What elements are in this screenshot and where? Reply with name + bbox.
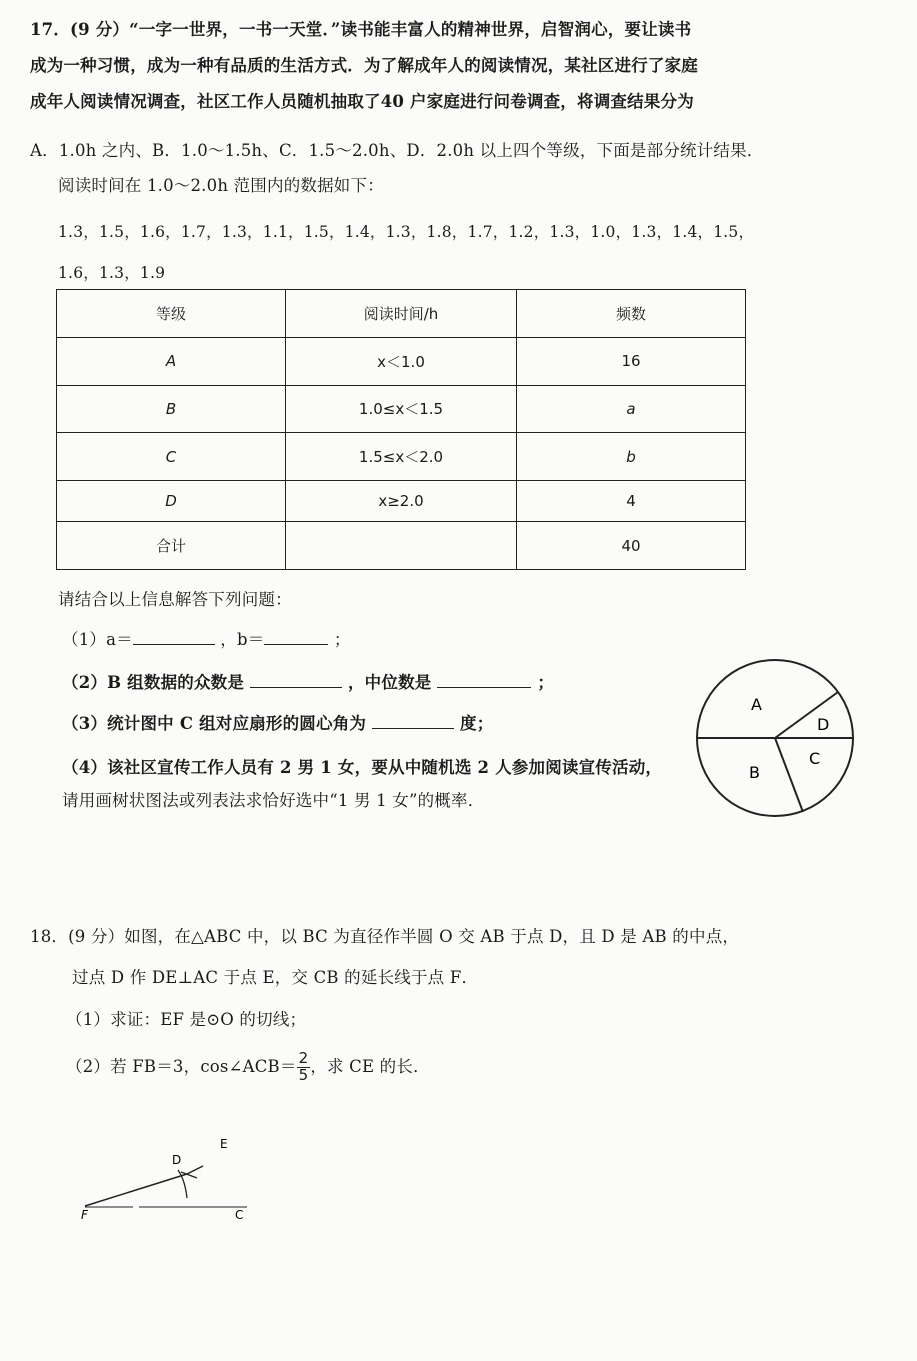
geometry-figure [75,1130,265,1225]
table-total-row [57,522,746,570]
sub1-b-label: ，b＝ [220,630,265,649]
fraction-denominator: 5 [298,1065,309,1084]
point-label-e: E [220,1137,228,1151]
q17-sub4-line1: （4）该社区宣传工作人员有 2 男 1 女，要从中随机选 2 人参加阅读宣传活动， [62,758,663,777]
table-header: 频数 [517,290,746,338]
table-cell: 40 [517,522,746,570]
q17-line3: 成年人阅读情况调查，社区工作人员随机抽取了40 户家庭进行问卷调查，将调查结果分为 [30,92,694,111]
frequency-table [56,289,746,570]
sub2-end: ； [537,673,555,692]
pie-label-b: B [749,763,760,782]
sub3-b-label: 度； [460,714,494,733]
answer-blank-median[interactable] [437,673,531,688]
table-cell [286,522,517,570]
table-cell: x≥2.0 [286,481,517,522]
table-cell: x＜1.0 [286,337,517,385]
answer-blank-mode[interactable] [250,673,342,688]
q17-sub1 [62,626,351,650]
pie-chart [695,660,860,815]
table-cell: A [57,337,286,385]
answer-blank-b[interactable] [264,630,328,645]
sub2-text-b: ，求 CE 的长． [310,1056,430,1076]
table-cell: B [57,385,286,433]
q17-sub4-line2: 请用画树状图法或列表法求恰好选中“1 男 1 女”的概率． [62,791,485,810]
answer-blank-angle[interactable] [372,714,454,729]
point-label-f: F [81,1208,88,1222]
sub3-a-label: （3）统计图中 C 组对应扇形的圆心角为 [62,714,367,733]
sub2-text-a: （2）若 FB＝3，cos∠ACB＝ [66,1056,297,1076]
pie-label-c: C [809,749,821,768]
q17-line2: 成为一种习惯，成为一种有品质的生活方式．为了解成年人的阅读情况，某社区进行了家庭 [30,56,698,75]
line-de [187,1166,203,1174]
table-cell: 16 [517,337,746,385]
q17-line1: 17．(9 分）“一字一世界，一书一天堂．”读书能丰富人的精神世界，启智润心，要让读书 [30,20,692,39]
table-header: 阅读时间/h [286,290,517,338]
q18-line1: 18．(9 分）如图，在△ABC 中，以 BC 为直径作半圆 O 交 AB 于点 D，且 D 是 AB 的中点， [30,927,740,946]
table-cell: a [517,385,746,433]
table-header-row [57,290,746,338]
point-label-d: D [172,1153,182,1167]
table-cell: b [517,433,746,481]
table-row [57,385,746,433]
answer-blank-a[interactable] [133,630,215,645]
q17-sub2 [62,669,554,693]
sub1-a-label: （1）a＝ [62,630,133,649]
table-row [57,481,746,522]
fraction-numerator: 2 [298,1049,309,1067]
table-row [57,433,746,481]
line-fd [85,1174,187,1206]
q17-line4: A．1.0h 之内、B．1.0～1.5h、C．1.5～2.0h、D．2.0h 以上四个等级，下面是部分统计结果． [30,141,764,160]
table-cell: D [57,481,286,522]
table-cell: C [57,433,286,481]
q17-sub3 [62,710,493,734]
sub2-b-label: ，中位数是 [347,673,432,692]
q18-line2: 过点 D 作 DE⊥AC 于点 E，交 CB 的延长线于点 F． [72,968,479,987]
q17-data-line2: 1.6，1.3，1.9 [58,264,166,282]
table-cell: 1.0≤x＜1.5 [286,385,517,433]
pie-label-a: A [751,695,762,714]
pie-divider-b-c [775,738,803,812]
table-cell: 合计 [57,522,286,570]
point-label-c: C [235,1208,244,1222]
table-cell: 4 [517,481,746,522]
table-row [57,337,746,385]
sub2-a-label: （2）B 组数据的众数是 [62,673,245,692]
q18-sub2 [66,1051,430,1084]
table-header: 等级 [57,290,286,338]
q17-prompt: 请结合以上信息解答下列问题： [58,590,292,609]
table-cell: 1.5≤x＜2.0 [286,433,517,481]
pie-label-d: D [817,715,830,734]
q17-line5: 阅读时间在 1.0～2.0h 范围内的数据如下： [58,176,384,195]
q17-data-line1: 1.3，1.5，1.6，1.7，1.3，1.1，1.5，1.4，1.3，1.8，1.7，1.2，1.3，1.0，1.3，1.4，1.5， [58,223,755,241]
sub1-end: ； [333,630,351,649]
q18-sub1: （1）求证：EF 是⊙O 的切线； [66,1010,307,1029]
cos-fraction [297,1051,311,1084]
